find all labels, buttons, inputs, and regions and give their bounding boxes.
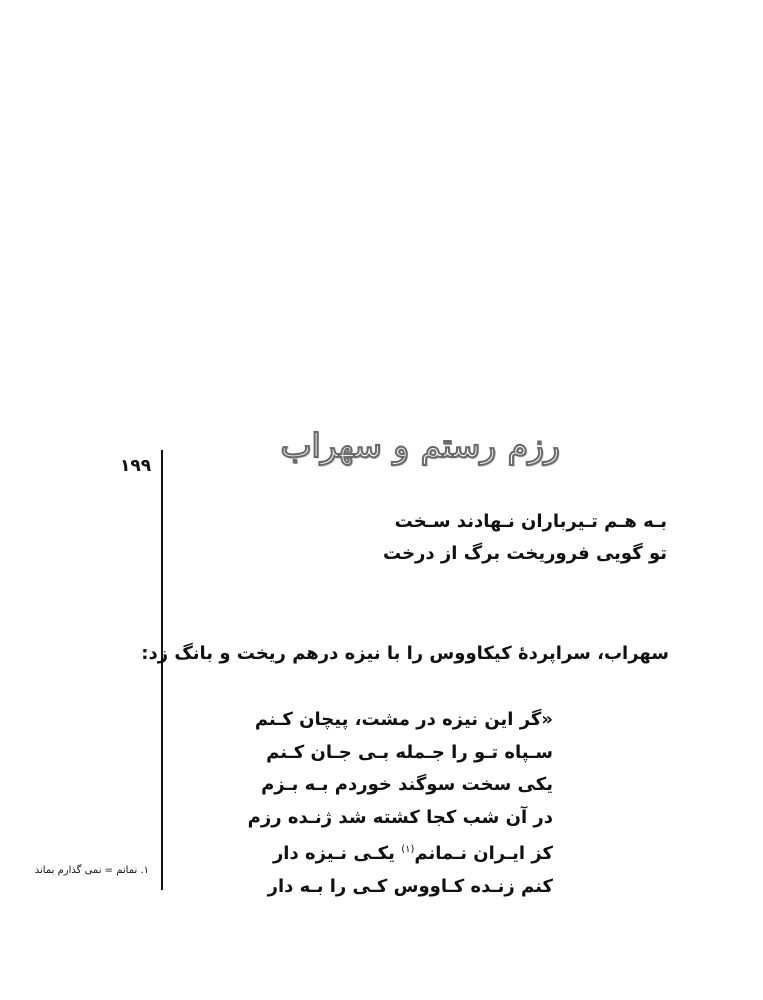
verse-line: کنم زنـده کـاووس کـی را بـه دار: [267, 875, 553, 897]
margin-rule: [161, 450, 163, 890]
footnote: ۱. نمانم = نمی گذارم بماند: [34, 865, 149, 876]
verse-line: سـپاه تـو را جـمله بـی جـان کـنم: [266, 741, 553, 763]
chapter-title: رزم رستم و سهراب: [280, 426, 560, 465]
prose-paragraph: سهراب، سراپردهٔ کیکاووس را با نیزه درهم ریخت و بانگ زد:: [141, 643, 669, 664]
verse-line-with-footnote: [248, 834, 553, 871]
footnote-marker: (۱): [401, 844, 415, 855]
verse-line: تو گویی فروریخت برگ از درخت: [383, 543, 667, 564]
verse-text: کز ایـران نـمانم: [414, 843, 553, 864]
verse-block-top: [383, 506, 667, 570]
verse-text: یکـی نـیزه دار: [272, 843, 402, 864]
verse-line: در آن شب کجا کشته شد ژنـده رزم: [247, 806, 553, 828]
page-number: ۱۹۹: [120, 456, 152, 476]
verse-line: بـه هـم تـیرباران نـهادند سـخت: [394, 511, 667, 532]
verse-line: یکی سخت سوگند خوردم بـه بـزم: [261, 774, 553, 795]
verse-block-bottom: [248, 704, 553, 903]
verse-line: «گر این نیزه در مشت، پیچان کـنم: [254, 709, 553, 730]
